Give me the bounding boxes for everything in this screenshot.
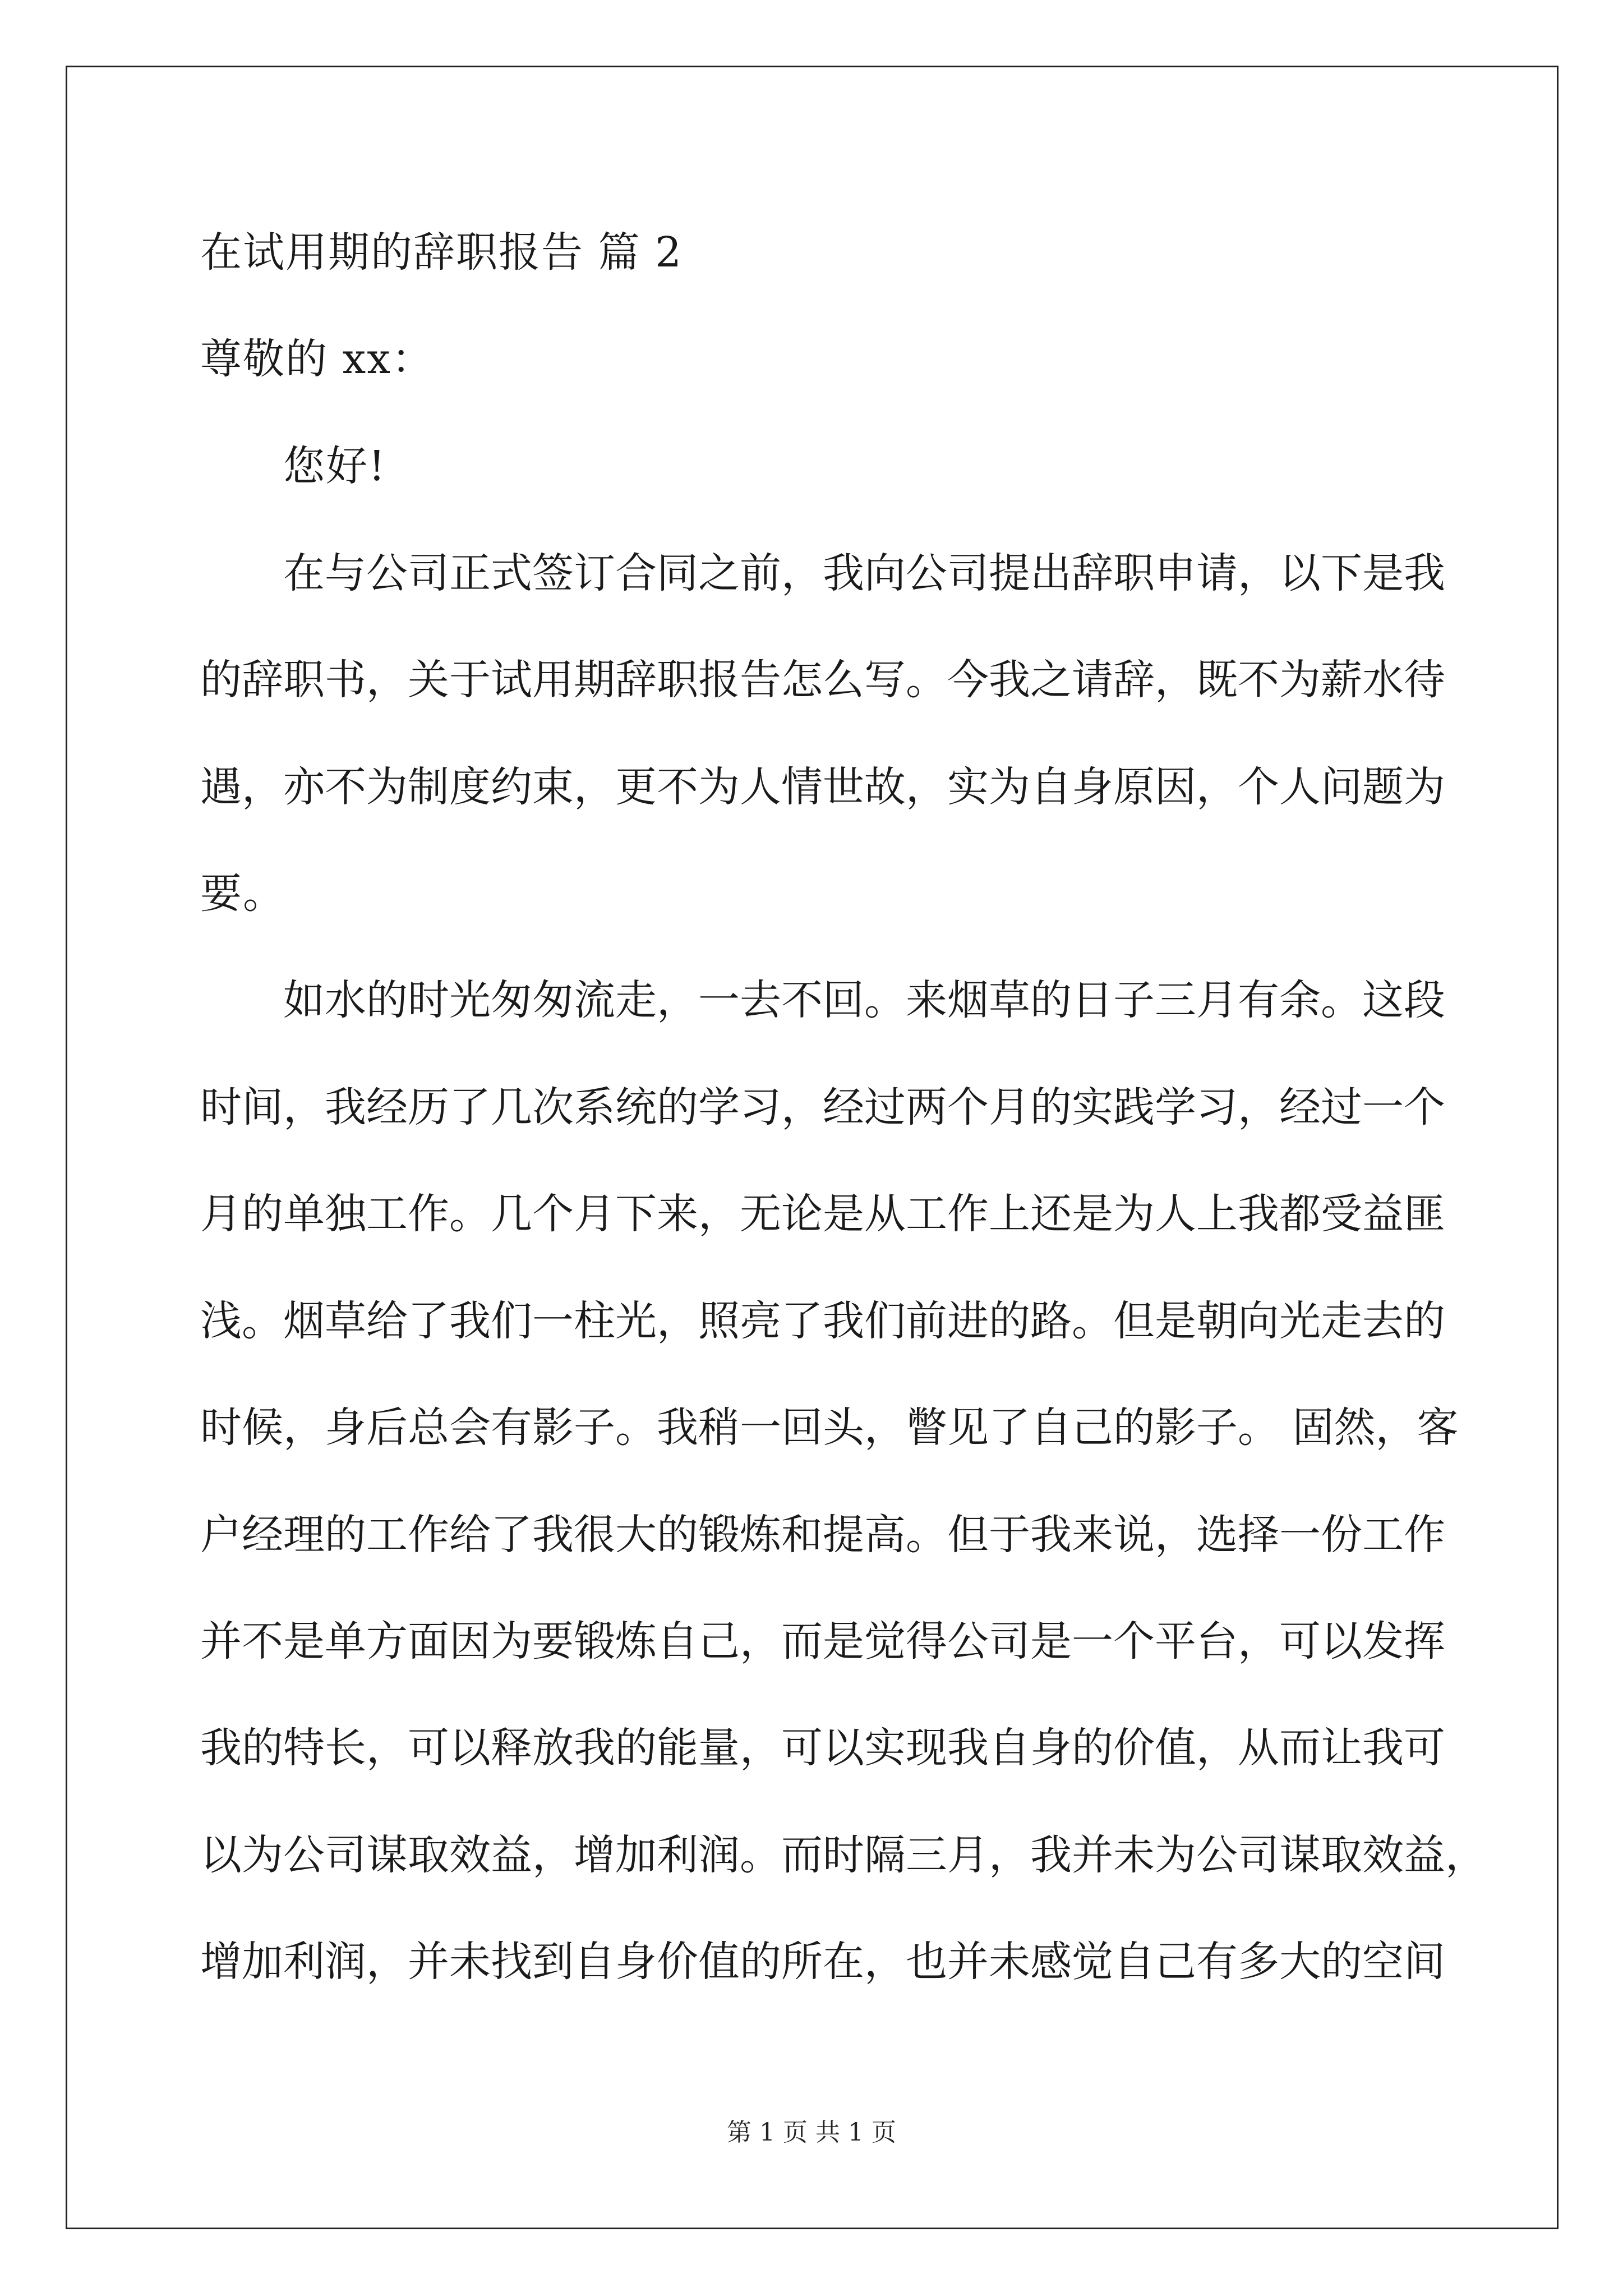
paragraph-2-line: 如水的时光匆匆流走，一去不回。来烟草的日子三月有余。这段 [283, 976, 1445, 1024]
paragraph-2-line: 月的单独工作。几个月下来，无论是从工作上还是为人上我都受益匪 [200, 1190, 1445, 1238]
paragraph-2-line: 时间，我经历了几次系统的学习，经过两个月的实践学习，经过一个 [200, 1083, 1445, 1131]
paragraph-1-line: 在与公司正式签订合同之前，我向公司提出辞职申请，以下是我 [283, 549, 1445, 597]
paragraph-2-line: 时候，身后总会有影子。我稍一回头，瞥见了自己的影子。 固然，客 [200, 1404, 1459, 1452]
paragraph-2-line: 以为公司谋取效益，增加利润。而时隔三月，我并未为公司谋取效益， [200, 1831, 1487, 1879]
document-title: 在试用期的辞职报告 篇 2 [200, 228, 683, 277]
greeting: 您好! [283, 442, 386, 490]
page-border [66, 66, 1559, 2229]
paragraph-1-line: 遇，亦不为制度约束，更不为人情世故，实为自身原因，个人问题为 [200, 763, 1445, 811]
salutation: 尊敬的 xx： [200, 335, 434, 383]
paragraph-2-line: 增加利润，并未找到自身价值的所在，也并未感觉自己有多大的空间 [200, 1938, 1445, 1986]
page-footer: 第 1 页 共 1 页 [727, 2118, 896, 2147]
paragraph-1-line: 的辞职书，关于试用期辞职报告怎么写。今我之请辞，既不为薪水待 [200, 656, 1445, 704]
paragraph-1-line: 要。 [200, 869, 285, 918]
paragraph-2-line: 户经理的工作给了我很大的锻炼和提高。但于我来说，选择一份工作 [200, 1511, 1445, 1559]
paragraph-2-line: 我的特长，可以释放我的能量，可以实现我自身的价值，从而让我可 [200, 1724, 1445, 1772]
paragraph-2-line: 浅。烟草给了我们一柱光，照亮了我们前进的路。但是朝向光走去的 [200, 1297, 1445, 1345]
paragraph-2-line: 并不是单方面因为要锻炼自己，而是觉得公司是一个平台，可以发挥 [200, 1617, 1445, 1665]
